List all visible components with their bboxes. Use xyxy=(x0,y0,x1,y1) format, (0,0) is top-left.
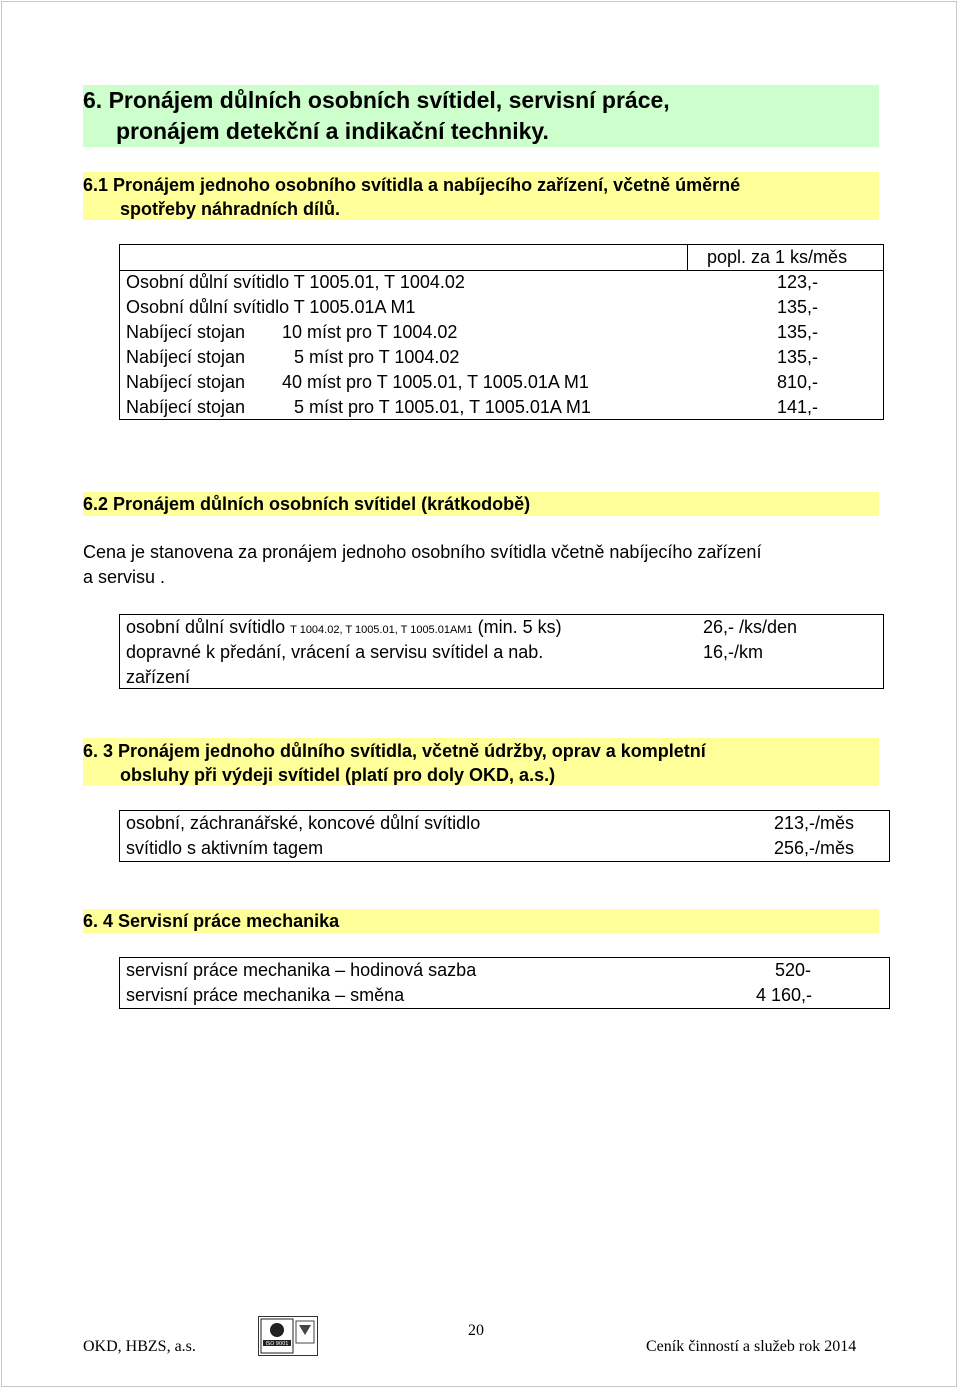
footer-document-title: Ceník činností a služeb rok 2014 xyxy=(646,1338,857,1355)
row-label-line1: dopravné k předání, vrácení a servisu svítidel a nab. xyxy=(126,642,544,662)
section-6-1-title-line1: 6.1 Pronájem jednoho osobního svítidla a nabíjecího zařízení, včetně úměrné xyxy=(83,175,741,195)
section-6-2-title: 6.2 Pronájem důlních osobních svítidel (krátkodobě) xyxy=(83,494,531,514)
section-6-3-title-line2: obsluhy při výdeji svítidel (platí pro doly OKD, a.s.) xyxy=(120,765,556,785)
row-price: 135,- xyxy=(777,322,819,342)
row-label: Nabíjecí stojan xyxy=(126,372,246,392)
row-label: servisní práce mechanika – směna xyxy=(126,985,405,1005)
row-label-group xyxy=(126,615,562,643)
row-price: 135,- xyxy=(777,297,819,317)
row-price: 26,- /ks/den xyxy=(703,617,798,637)
row-price: 123,- xyxy=(777,272,819,292)
row-label: svítidlo s aktivním tagem xyxy=(126,838,324,858)
row-price: 4 160,- xyxy=(756,985,813,1005)
section-6-2-paragraph-line1: Cena je stanovena za pronájem jednoho osobního svítidla včetně nabíjecího zařízení xyxy=(83,542,762,562)
section-6-4-title: 6. 4 Servisní práce mechanika xyxy=(83,911,340,931)
section-6-4-price-table xyxy=(119,957,890,1009)
row-price: 810,- xyxy=(777,372,819,392)
section-6-title-line1: 6. Pronájem důlních osobních svítidel, servisní práce, xyxy=(83,87,670,113)
column-header-price: popl. za 1 ks/měs xyxy=(707,247,848,267)
section-6-3-price-table xyxy=(119,810,890,862)
row-spec: 5 míst pro T 1005.01, T 1005.01A M1 xyxy=(294,397,591,417)
header-divider xyxy=(687,245,688,270)
row-spec: 40 míst pro T 1005.01, T 1005.01A M1 xyxy=(282,372,589,392)
row-label: Nabíjecí stojan xyxy=(126,397,246,417)
section-6-3-title-line1: 6. 3 Pronájem jednoho důlního svítidla, včetně údržby, oprav a kompletní xyxy=(83,741,706,761)
row-price: 135,- xyxy=(777,347,819,367)
section-6-title-line2: pronájem detekční a indikační techniky. xyxy=(116,118,549,144)
row-label: osobní důlní svítidlo xyxy=(126,617,286,637)
row-price: 256,-/měs xyxy=(774,838,855,858)
row-label: osobní, záchranářské, koncové důlní svítidlo xyxy=(126,813,481,833)
row-price: 213,-/měs xyxy=(774,813,855,833)
iso-certification-logo xyxy=(258,1316,318,1356)
section-6-1-title-line2: spotřeby náhradních dílů. xyxy=(120,199,341,219)
row-price: 16,-/km xyxy=(703,642,764,662)
row-label: servisní práce mechanika – hodinová sazba xyxy=(126,960,477,980)
page-number: 20 xyxy=(468,1322,484,1339)
section-6-2-price-table xyxy=(119,614,884,689)
iso-logo-graphic xyxy=(259,1317,317,1355)
row-spec: 5 míst pro T 1004.02 xyxy=(294,347,460,367)
table-header-row xyxy=(120,245,884,270)
iso-logo-text: ISO 9001 xyxy=(265,1341,289,1347)
row-label: Osobní důlní svítidlo T 1005.01, T 1004.02 xyxy=(126,272,465,292)
row-minimum: (min. 5 ks) xyxy=(477,617,562,637)
row-price: 141,- xyxy=(777,397,819,417)
row-label: Nabíjecí stojan xyxy=(126,347,246,367)
row-label-line2: zařízení xyxy=(126,667,191,687)
row-price: 520- xyxy=(775,960,812,980)
row-label: Osobní důlní svítidlo T 1005.01A M1 xyxy=(126,297,416,317)
section-6-1-price-table xyxy=(119,244,884,420)
row-label: Nabíjecí stojan xyxy=(126,322,246,342)
row-models: T 1004.02, T 1005.01, T 1005.01AM1 xyxy=(290,624,473,636)
row-spec: 10 míst pro T 1004.02 xyxy=(282,322,458,342)
section-6-2-paragraph-line2: a servisu . xyxy=(83,567,166,587)
footer-company: OKD, HBZS, a.s. xyxy=(83,1338,196,1355)
